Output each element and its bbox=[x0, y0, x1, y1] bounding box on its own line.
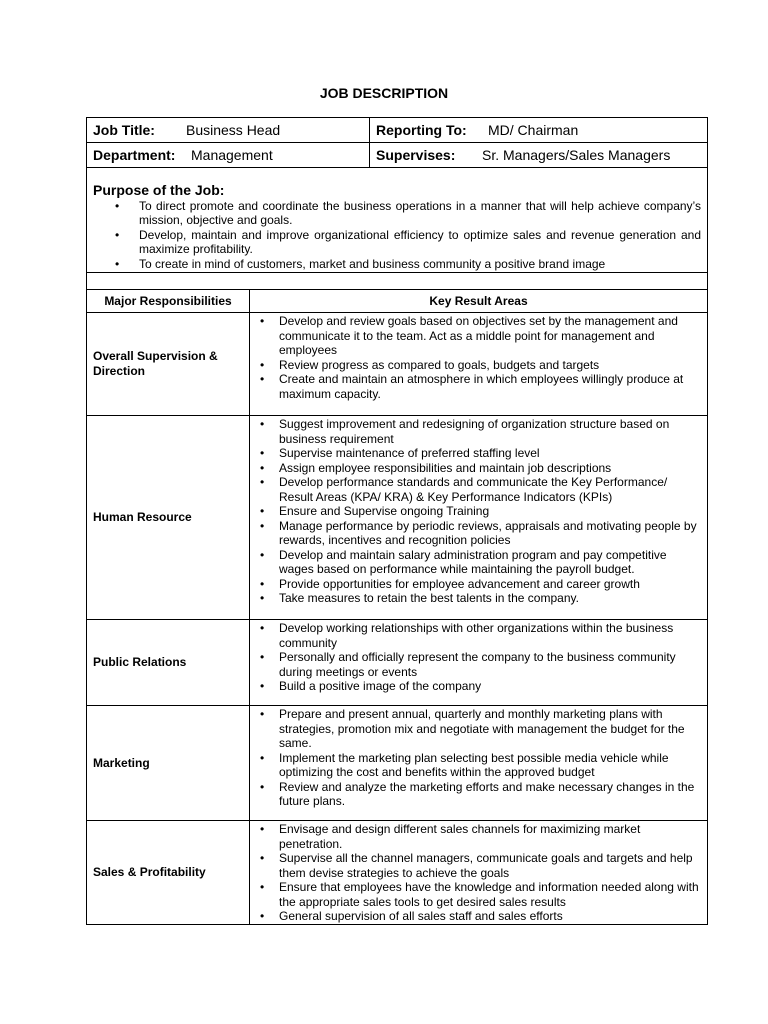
kra-item bbox=[250, 650, 701, 679]
job-title-value: Business Head bbox=[186, 122, 281, 138]
bullet-icon: • bbox=[260, 750, 265, 765]
responsibilities-header-row bbox=[87, 290, 707, 313]
purpose-section bbox=[87, 168, 707, 273]
kra-list bbox=[250, 821, 707, 924]
bullet-icon: • bbox=[260, 314, 265, 328]
reporting-to-value: MD/ Chairman bbox=[488, 122, 579, 138]
kra-item bbox=[250, 822, 701, 851]
supervises-label: Supervises: bbox=[376, 147, 456, 163]
responsibility-area: Overall Supervision & Direction bbox=[87, 313, 250, 416]
bullet-icon: • bbox=[260, 475, 265, 489]
kra-text: Develop and maintain salary administration program and pay competitive wages based on performance while maintaining the payroll budget. bbox=[279, 547, 667, 576]
kra-item bbox=[250, 707, 701, 751]
kra-item bbox=[250, 591, 701, 606]
kra-text: Assign employee responsibilities and maintain job descriptions bbox=[279, 460, 612, 475]
purpose-item bbox=[93, 257, 701, 271]
col-header-key-result-areas: Key Result Areas bbox=[250, 290, 708, 313]
kra-item bbox=[250, 461, 701, 476]
kra-text: Develop working relationships with other organizations within the business community bbox=[279, 621, 674, 650]
kra-text: Suggest improvement and redesigning of organization structure based on business requirement bbox=[279, 417, 670, 446]
kra-text: Implement the marketing plan selecting best possible media vehicle while optimizing the cost and benefits within the approved budget bbox=[279, 750, 669, 779]
kra-list bbox=[250, 706, 707, 809]
kra-item bbox=[250, 446, 701, 461]
kra-item bbox=[250, 475, 701, 504]
bullet-icon: • bbox=[260, 880, 265, 894]
kra-cell bbox=[250, 416, 708, 620]
bullet-icon: • bbox=[260, 576, 265, 591]
bullet-icon: • bbox=[260, 621, 265, 635]
responsibility-area: Public Relations bbox=[87, 620, 250, 706]
kra-cell bbox=[250, 821, 708, 924]
responsibility-area: Sales & Profitability bbox=[87, 821, 250, 924]
kra-item bbox=[250, 679, 701, 694]
purpose-heading: Purpose of the Job: bbox=[93, 182, 225, 198]
purpose-item bbox=[93, 228, 701, 256]
department-cell bbox=[87, 143, 370, 168]
kra-text: Envisage and design different sales channels for maximizing market penetration. bbox=[279, 822, 641, 851]
reporting-to-label: Reporting To: bbox=[376, 122, 467, 138]
purpose-list bbox=[93, 199, 701, 271]
kra-text: Ensure and Supervise ongoing Training bbox=[279, 504, 490, 518]
bullet-icon: • bbox=[115, 228, 120, 242]
purpose-item-text: To create in mind of customers, market and business community a positive brand image bbox=[139, 257, 606, 271]
bullet-icon: • bbox=[115, 257, 120, 271]
col-header-major-responsibilities: Major Responsibilities bbox=[87, 290, 250, 313]
bullet-icon: • bbox=[260, 822, 265, 836]
kra-text: Take measures to retain the best talents in the company. bbox=[279, 591, 579, 605]
kra-cell bbox=[250, 313, 708, 416]
kra-text: Create and maintain an atmosphere in which employees willingly produce at maximum capacity. bbox=[279, 372, 684, 401]
bullet-icon: • bbox=[260, 707, 265, 721]
responsibility-area: Marketing bbox=[87, 706, 250, 821]
bullet-icon: • bbox=[260, 547, 265, 562]
kra-list bbox=[250, 313, 707, 401]
kra-item bbox=[250, 780, 701, 809]
bullet-icon: • bbox=[260, 679, 265, 693]
bullet-icon: • bbox=[260, 909, 265, 923]
responsibility-area: Human Resource bbox=[87, 416, 250, 620]
kra-text: Supervise all the channel managers, communicate goals and targets and help them devise strategies to achieve the goals bbox=[279, 851, 693, 880]
document-title: JOB DESCRIPTION bbox=[319, 85, 449, 101]
bullet-icon: • bbox=[260, 372, 265, 386]
kra-item bbox=[250, 358, 701, 373]
table-row bbox=[87, 620, 707, 706]
kra-text: Personally and officially represent the company to the business community during meetings or events bbox=[279, 650, 676, 679]
kra-text: Review and analyze the marketing efforts and make necessary changes in the future plans. bbox=[279, 779, 695, 808]
bullet-icon: • bbox=[260, 779, 265, 794]
bullet-icon: • bbox=[260, 417, 265, 431]
kra-item bbox=[250, 621, 701, 650]
responsibilities-table bbox=[87, 290, 707, 924]
bullet-icon: • bbox=[260, 518, 265, 533]
bullet-icon: • bbox=[260, 446, 265, 460]
kra-list bbox=[250, 620, 707, 694]
job-title-label: Job Title: bbox=[93, 122, 155, 138]
reporting-to-cell bbox=[370, 118, 708, 143]
kra-text: General supervision of all sales staff and sales efforts bbox=[279, 909, 563, 923]
header-row-2 bbox=[87, 143, 707, 168]
kra-item bbox=[250, 548, 701, 577]
kra-text: Review progress as compared to goals, budgets and targets bbox=[279, 357, 600, 372]
kra-item bbox=[250, 504, 701, 519]
kra-item bbox=[250, 314, 701, 358]
kra-item bbox=[250, 372, 701, 401]
kra-cell bbox=[250, 620, 708, 706]
table-row bbox=[87, 706, 707, 821]
section-spacer bbox=[87, 273, 707, 290]
kra-item bbox=[250, 417, 701, 446]
kra-cell bbox=[250, 706, 708, 821]
supervises-cell bbox=[370, 143, 708, 168]
kra-item bbox=[250, 880, 701, 909]
job-description-form bbox=[86, 117, 708, 925]
table-row bbox=[87, 821, 707, 924]
bullet-icon: • bbox=[260, 504, 265, 518]
kra-text: Develop and review goals based on objectives set by the management and communicate it to the team. Act as a middle point for management and employees bbox=[279, 314, 678, 357]
bullet-icon: • bbox=[260, 357, 265, 372]
kra-item bbox=[250, 577, 701, 592]
kra-text: Provide opportunities for employee advancement and career growth bbox=[279, 576, 640, 591]
purpose-item-text: Develop, maintain and improve organizational efficiency to optimize sales and revenue generation and maximize profitability. bbox=[139, 228, 701, 256]
kra-item bbox=[250, 909, 701, 924]
kra-text: Ensure that employees have the knowledge and information needed along with the appropriate sales tools to get desired sales results bbox=[279, 880, 699, 909]
bullet-icon: • bbox=[260, 851, 265, 865]
table-row bbox=[87, 313, 707, 416]
bullet-icon: • bbox=[260, 591, 265, 605]
kra-item bbox=[250, 751, 701, 780]
kra-item bbox=[250, 519, 701, 548]
job-title-cell bbox=[87, 118, 370, 143]
header-table bbox=[87, 118, 707, 168]
kra-text: Supervise maintenance of preferred staffing level bbox=[279, 446, 540, 460]
bullet-icon: • bbox=[115, 199, 120, 213]
kra-list bbox=[250, 416, 707, 606]
department-label: Department: bbox=[93, 147, 176, 163]
kra-text: Develop performance standards and communicate the Key Performance/ Result Areas (KPA/ KRA) & Key Performance Indicators (KPIs) bbox=[279, 475, 668, 504]
bullet-icon: • bbox=[260, 460, 265, 475]
supervises-value: Sr. Managers/Sales Managers bbox=[482, 147, 671, 163]
purpose-item bbox=[93, 199, 701, 227]
header-row-1 bbox=[87, 118, 707, 143]
purpose-item-text: To direct promote and coordinate the business operations in a manner that will help achieve company’s mission, objective and goals. bbox=[139, 199, 701, 227]
kra-text: Prepare and present annual, quarterly and monthly marketing plans with strategies, promotion mix and negotiate with management the budget for the same. bbox=[279, 707, 685, 750]
department-value: Management bbox=[191, 147, 273, 163]
bullet-icon: • bbox=[260, 650, 265, 664]
kra-text: Manage performance by periodic reviews, appraisals and motivating people by rewards, incentives and recognition policies bbox=[279, 518, 697, 547]
kra-item bbox=[250, 851, 701, 880]
table-row bbox=[87, 416, 707, 620]
kra-text: Build a positive image of the company bbox=[279, 679, 482, 693]
